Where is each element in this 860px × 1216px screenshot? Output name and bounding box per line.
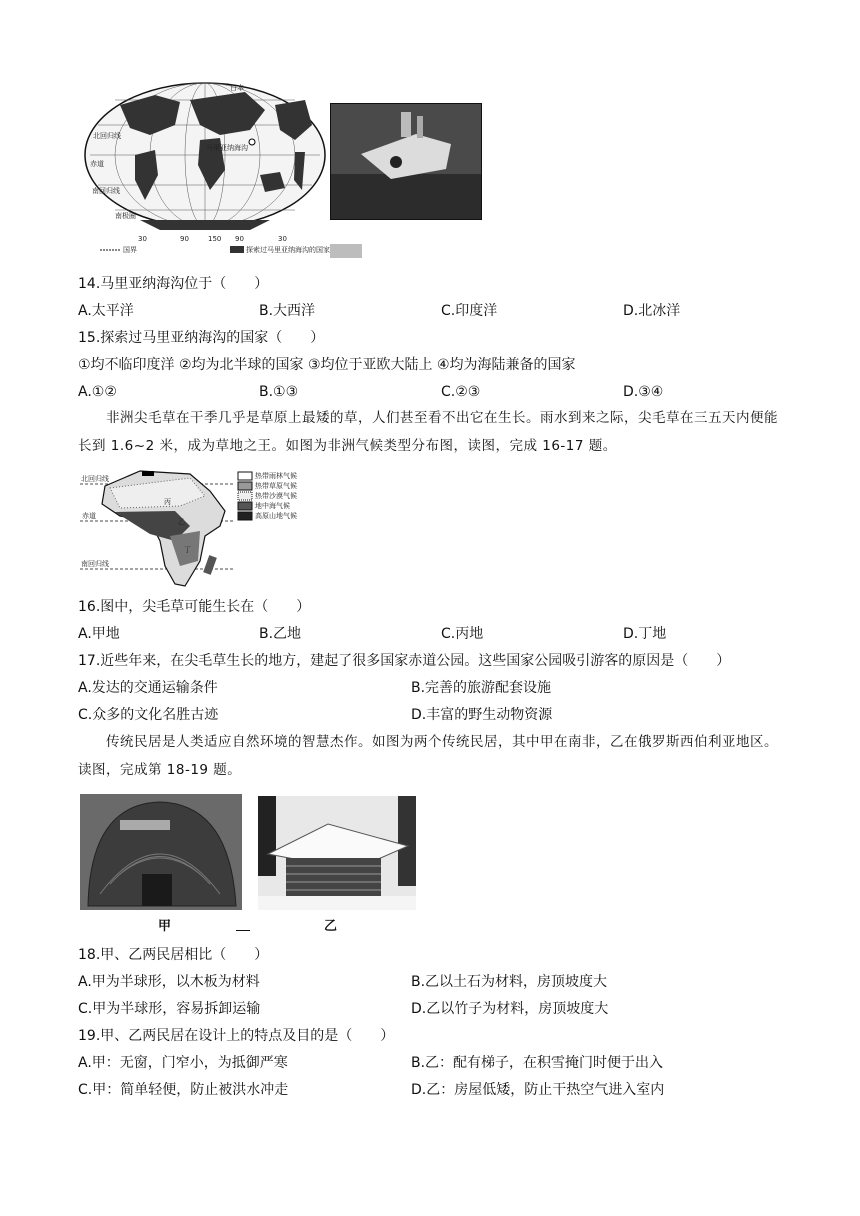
map-label: 赤道 xyxy=(82,512,96,520)
world-map-figure xyxy=(80,80,330,255)
q18-stem: 18.甲、乙两民居相比（ ） xyxy=(78,947,269,963)
caption-separator xyxy=(236,930,250,931)
q15-option-b[interactable]: B.①③ xyxy=(259,384,299,400)
axis-tick: 30 xyxy=(138,235,147,243)
axis-tick: 30 xyxy=(278,235,287,243)
caption-jia: 甲 xyxy=(158,919,172,934)
map-label: 乙 xyxy=(178,518,185,526)
legend-item: 高原山地气候 xyxy=(255,512,297,520)
q14-option-b[interactable]: B.大西洋 xyxy=(259,303,316,319)
legend-item: 热带草原气候 xyxy=(255,482,297,490)
submersible-photo xyxy=(330,103,482,220)
map-label: 丁 xyxy=(184,546,191,554)
q19-option-c[interactable]: C.甲：简单轻便，防止被洪水冲走 xyxy=(78,1082,289,1098)
q17-option-b[interactable]: B.完善的旅游配套设施 xyxy=(411,680,552,696)
africa-climate-map xyxy=(80,466,305,591)
map-label: 北回归线 xyxy=(93,132,121,140)
q15-option-c[interactable]: C.②③ xyxy=(441,384,481,400)
legend-explored: 探索过马里亚纳海沟的国家 xyxy=(246,246,330,254)
q16-option-b[interactable]: B.乙地 xyxy=(259,626,302,642)
axis-tick: 90 xyxy=(235,235,244,243)
dwelling-photo-a xyxy=(80,794,242,910)
legend-border: 国界 xyxy=(123,246,137,254)
q18-option-a[interactable]: A.甲为半球形，以木板为材料 xyxy=(78,974,260,990)
dwelling-photo-b xyxy=(258,796,416,910)
passage-dwellings: 传统民居是人类适应自然环境的智慧杰作。如图为两个传统民居，其中甲在南非，乙在俄罗斯西伯利亚地区。读图，完成第 18-19 题。 xyxy=(78,734,778,778)
q15-statements: ①均不临印度洋 ②均为北半球的国家 ③均位于亚欧大陆上 ④均为海陆兼备的国家 xyxy=(78,357,576,373)
map-label: 赤道 xyxy=(90,160,104,168)
map-label: 南回归线 xyxy=(81,560,109,568)
q19-stem: 19.甲、乙两民居在设计上的特点及目的是（ ） xyxy=(78,1028,395,1044)
legend-item: 热带沙漠气候 xyxy=(255,492,297,500)
q14-option-c[interactable]: C.印度洋 xyxy=(441,303,498,319)
q19-option-a[interactable]: A.甲：无窗，门窄小，为抵御严寒 xyxy=(78,1055,288,1071)
q17-option-c[interactable]: C.众多的文化名胜古迹 xyxy=(78,707,219,723)
q14-stem: 14.马里亚纳海沟位于（ ） xyxy=(78,276,269,292)
q14-option-a[interactable]: A.太平洋 xyxy=(78,303,134,319)
q15-stem: 15.探索过马里亚纳海沟的国家（ ） xyxy=(78,330,325,346)
q16-option-c[interactable]: C.丙地 xyxy=(441,626,484,642)
q18-option-b[interactable]: B.乙以土石为材料，房顶坡度大 xyxy=(411,974,608,990)
q19-option-b[interactable]: B.乙：配有梯子，在积雪掩门时便于出入 xyxy=(411,1055,664,1071)
q18-option-c[interactable]: C.甲为半球形，容易拆卸运输 xyxy=(78,1001,261,1017)
q17-option-a[interactable]: A.发达的交通运输条件 xyxy=(78,680,218,696)
q14-option-d[interactable]: D.北冰洋 xyxy=(623,303,681,319)
q18-option-d[interactable]: D.乙以竹子为材料，房顶坡度大 xyxy=(411,1001,609,1017)
q15-option-a[interactable]: A.①② xyxy=(78,384,117,400)
q17-stem: 17.近些年来，在尖毛草生长的地方，建起了很多国家赤道公园。这些国家公园吸引游客的原因是（ ） xyxy=(78,653,731,669)
axis-tick: 90 xyxy=(180,235,189,243)
q19-option-d[interactable]: D.乙：房屋低矮，防止干热空气进入室内 xyxy=(411,1082,665,1098)
map-label: 南极圈 xyxy=(115,212,136,220)
map-label: 南回归线 xyxy=(92,187,120,195)
passage-grass: 非洲尖毛草在干季几乎是草原上最矮的草，人们甚至看不出它在生长。雨水到来之际，尖毛草在三五天内便能长到 1.6~2 米，成为草地之王。如图为非洲气候类型分布图，读图，完成 16-17 题。 xyxy=(78,410,778,454)
q15-option-d[interactable]: D.③④ xyxy=(623,384,664,400)
q16-stem: 16.图中，尖毛草可能生长在（ ） xyxy=(78,599,311,615)
legend-item: 地中海气候 xyxy=(255,502,290,510)
map-label: 北回归线 xyxy=(81,475,109,483)
caption-yi: 乙 xyxy=(324,919,338,934)
photo-caption-blur xyxy=(330,244,362,258)
map-label: 丙 xyxy=(164,498,171,506)
map-label: 日本 xyxy=(230,84,244,92)
q16-option-d[interactable]: D.丁地 xyxy=(623,626,667,642)
legend-item: 热带雨林气候 xyxy=(255,472,297,480)
q17-option-d[interactable]: D.丰富的野生动物资源 xyxy=(411,707,553,723)
map-label: 马里亚纳海沟 xyxy=(206,144,248,152)
axis-tick: 150 xyxy=(208,235,222,243)
q16-option-a[interactable]: A.甲地 xyxy=(78,626,120,642)
